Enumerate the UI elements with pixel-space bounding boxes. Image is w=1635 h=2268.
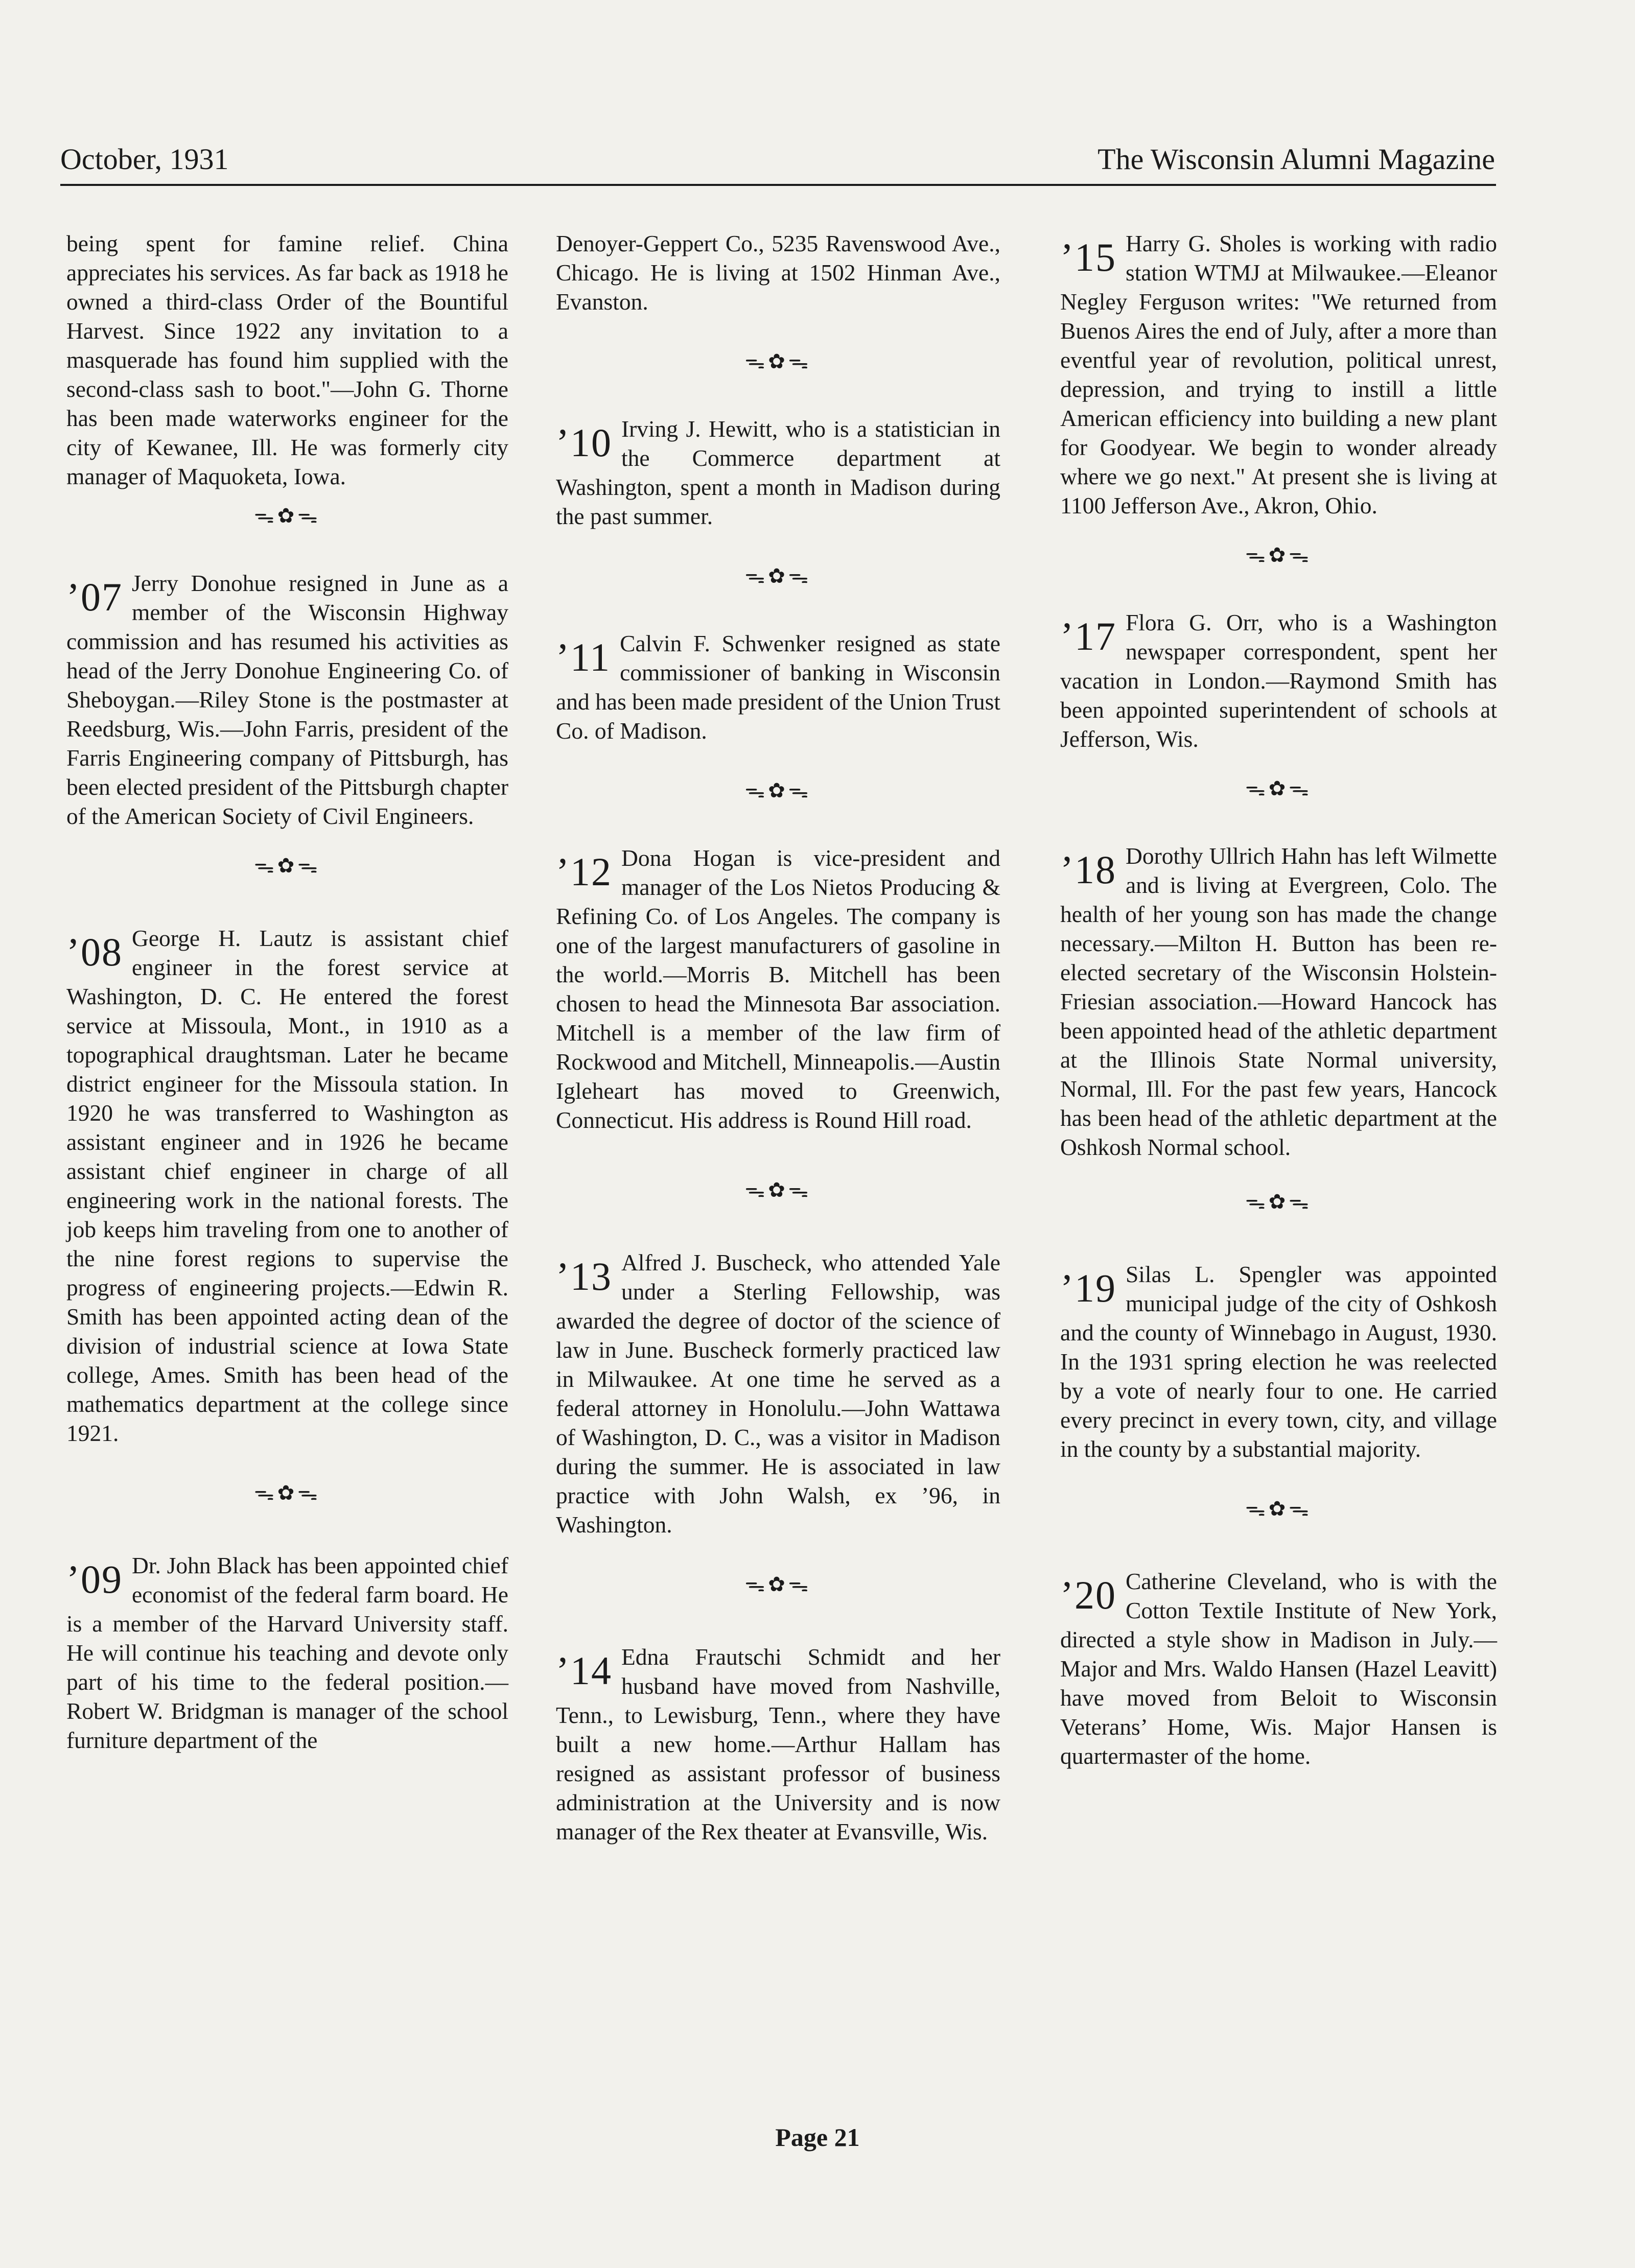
column-2: [556, 229, 1000, 1846]
class-note-10: [556, 414, 1000, 531]
class-year: ’10: [556, 420, 612, 465]
class-year: ’20: [1060, 1573, 1116, 1617]
continued-text: Denoyer-Geppert Co., 5235 Ravenswood Ave., Chicago. He is living at 1502 Hinman Ave., Evanston.: [556, 230, 1000, 315]
ornament: ᯓ✿ᯓ: [744, 1178, 812, 1201]
ornament: ᯓ✿ᯓ: [744, 1573, 812, 1596]
ornament: ᯓ✿ᯓ: [744, 779, 812, 802]
continued-text: being spent for famine relief. China appreciates his services. As far back as 1918 he owned a third-class Order of the Bountiful Harvest. Since 1922 any invitation to a masquerade has found him supplied with the second-class sash to boot."—John G. Thorne has been made waterworks engineer for the city of Kewanee, Ill. He was formerly city manager of Maquoketa, Iowa.: [66, 230, 508, 489]
column-3: [1060, 229, 1497, 1770]
ornament: ᯓ✿ᯓ: [744, 564, 812, 587]
class-note-07: [66, 569, 508, 831]
page-number: Page 21: [775, 2123, 860, 2152]
ornament: ᯓ✿ᯓ: [1245, 1190, 1312, 1213]
ornament: ᯓ✿ᯓ: [254, 854, 321, 877]
class-year: ’13: [556, 1254, 612, 1298]
header-rule: [60, 184, 1496, 186]
class-year: ’08: [66, 930, 123, 974]
ornament: ᯓ✿ᯓ: [1245, 777, 1312, 800]
class-note-18: [1060, 841, 1497, 1162]
class-note-19: [1060, 1260, 1497, 1463]
class-year: ’07: [66, 575, 123, 619]
class-note-11: [556, 629, 1000, 745]
class-note-09: [66, 1551, 508, 1755]
class-year: ’15: [1060, 235, 1116, 279]
class-note-13: [556, 1248, 1000, 1539]
class-year: ’18: [1060, 847, 1116, 892]
ornament: ᯓ✿ᯓ: [254, 1481, 321, 1504]
class-year: ’09: [66, 1557, 123, 1601]
class-note-text: Irving J. Hewitt, who is a statistician in the Commerce department at Washington, spent a month in Madison during the past summer.: [556, 416, 1000, 529]
class-note-text: Flora G. Orr, who is a Washington newspaper correspondent, spent her vacation in London.—Raymond Smith has been appointed superintendent of schools at Jefferson, Wis.: [1060, 609, 1497, 752]
column-1: [66, 229, 508, 1755]
class-note-text: Catherine Cleveland, who is with the Cotton Textile Institute of New York, directed a style show in Madison in July.—Major and Mrs. Waldo Hansen (Hazel Leavitt) have moved from Beloit to Wisconsin Veterans’ Home, Wis. Major Hansen is quartermaster of the home.: [1060, 1568, 1497, 1769]
class-note-text: George H. Lautz is assistant chief engineer in the forest service at Washington, D. C. He entered the forest service at Missoula, Mont., in 1910 as a topographical draughtsman. Later he became district engineer for the Missoula station. In 1920 he was transferred to Washington as assistant engineer and in 1926 he became assistant chief engineer in charge of all engineering work in the national forests. The job keeps him traveling from one to another of the nine forest regions to supervise the progress of engineering projects.—Edwin R. Smith has been appointed acting dean of the division of industrial science at Iowa State college, Ames. Smith has been head of the mathematics department at the college since 1921.: [66, 925, 508, 1446]
class-note-12: [556, 843, 1000, 1135]
class-note-text: Edna Frautschi Schmidt and her husband have moved from Nashville, Tenn., to Lewisburg, Tenn., where they have built a new home.—Arthur Hallam has resigned as assistant professor of business administration at the University and is now manager of the Rex theater at Evansville, Wis.: [556, 1644, 1000, 1845]
ornament: ᯓ✿ᯓ: [744, 350, 812, 373]
running-head: [60, 142, 1495, 176]
ornament: ᯓ✿ᯓ: [1245, 1497, 1312, 1520]
class-note-20: [1060, 1567, 1497, 1770]
magazine-title: The Wisconsin Alumni Magazine: [1097, 143, 1495, 176]
class-note-text: Dorothy Ullrich Hahn has left Wilmette and is living at Evergreen, Colo. The health of her young son has made the change necessary.—Milton H. Button has been re-elected secretary of the Wisconsin Holstein-Friesian association.—Howard Hancock has been appointed head of the athletic department at the Illinois State Normal university, Normal, Ill. For the past few years, Hancock has been head of the athletic department at the Oshkosh Normal school.: [1060, 843, 1497, 1160]
class-note-08: [66, 924, 508, 1448]
class-note-text: Jerry Donohue resigned in June as a member of the Wisconsin Highway commission and has resumed his activities as head of the Jerry Donohue Engineering Co. of Sheboygan.—Riley Stone is the postmaster at Reedsburg, Wis.—John Farris, president of the Farris Engineering company of Pittsburgh, has been elected president of the Pittsburgh chapter of the American Society of Civil Engineers.: [66, 570, 508, 829]
ornament: ᯓ✿ᯓ: [1245, 544, 1312, 566]
class-year: ’12: [556, 849, 612, 894]
class-note-14: [556, 1642, 1000, 1846]
class-year: ’11: [556, 635, 611, 679]
class-year: ’17: [1060, 614, 1116, 658]
class-note-text: Silas L. Spengler was appointed municipal judge of the city of Oshkosh and the county of Winnebago in August, 1930. In the 1931 spring election he was reelected by a vote of nearly four to one. He carried every precinct in every town, city, and village in the county by a substantial majority.: [1060, 1261, 1497, 1462]
class-note-text: Dr. John Black has been appointed chief economist of the federal farm board. He is a member of the Harvard University staff. He will continue his teaching and devote only part of his time to the federal position.—Robert W. Bridgman is manager of the school furniture department of the: [66, 1552, 508, 1753]
ornament: ᯓ✿ᯓ: [254, 504, 321, 527]
class-note-15: [1060, 229, 1497, 520]
class-year: ’14: [556, 1648, 612, 1693]
class-note-text: Alfred J. Buscheck, who attended Yale under a Sterling Fellowship, was awarded the degree of doctor of the science of law in June. Buscheck formerly practiced law in Milwaukee. At one time he served as a federal attorney in Honolulu.—John Wattawa of Washington, D. C., was a visitor in Madison during the summer. He is associated in law practice with John Walsh, ex ’96, in Washington.: [556, 1249, 1000, 1538]
class-note-text: Calvin F. Schwenker resigned as state commissioner of banking in Wisconsin and has been made president of the Union Trust Co. of Madison.: [556, 630, 1000, 744]
class-year: ’19: [1060, 1266, 1116, 1310]
class-note-text: Dona Hogan is vice-president and manager of the Los Nietos Producing & Refining Co. of Los Angeles. The company is one of the largest manufacturers of gasoline in the world.—Morris B. Mitchell has been chosen to head the Minnesota Bar association. Mitchell is a member of the law firm of Rockwood and Mitchell, Minneapolis.—Austin Igleheart has moved to Greenwich, Connecticut. His address is Round Hill road.: [556, 845, 1000, 1133]
issue-date: October, 1931: [60, 143, 229, 176]
class-note-text: Harry G. Sholes is working with radio station WTMJ at Milwaukee.—Eleanor Negley Ferguson writes: "We returned from Buenos Aires the end of July, after a more than eventful year of revolution, political unrest, depression, and trying to instill a little American efficiency into building a new plant for Goodyear. We begin to wonder already where we go next." At present she is living at 1100 Jefferson Ave., Akron, Ohio.: [1060, 230, 1497, 518]
class-note-17: [1060, 608, 1497, 753]
